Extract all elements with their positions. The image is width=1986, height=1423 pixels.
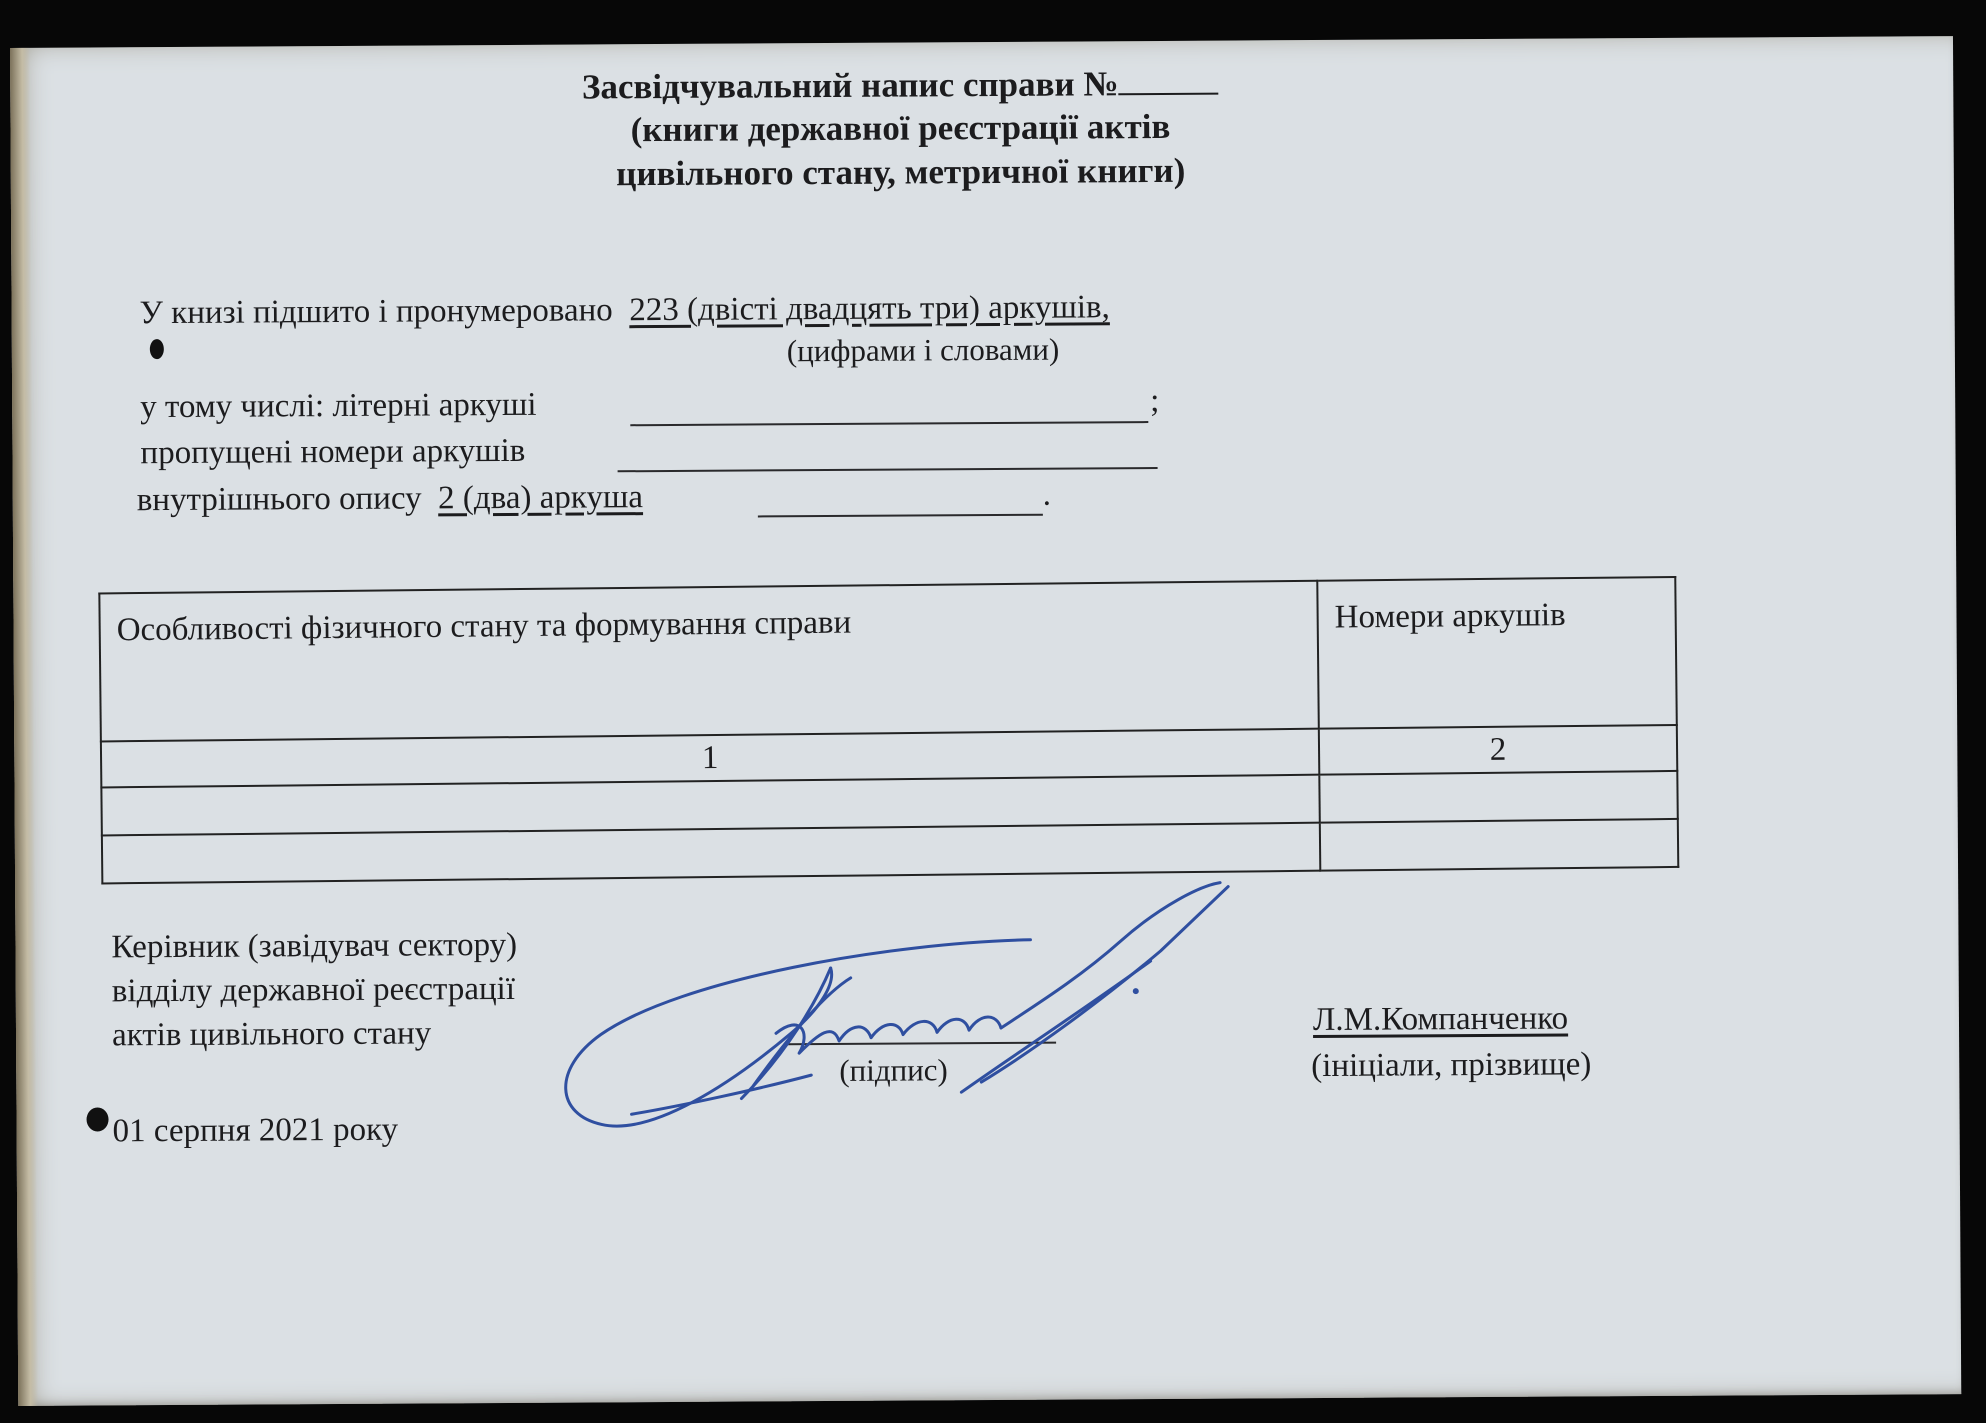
table-cell [1319, 771, 1677, 823]
inventory-field [758, 514, 1043, 518]
position-line-1: Керівник (завідувач сектору) [111, 926, 518, 966]
title-line-3: цивільного стану, метричної книги) [616, 150, 1186, 194]
table-cell [1320, 819, 1678, 871]
col2-header: Номери аркушів [1317, 577, 1677, 729]
document-sheet [10, 36, 1961, 1406]
letter-sheets-field [630, 421, 1148, 426]
case-condition-table [98, 576, 1679, 885]
inventory-value: 2 (два) аркуша [438, 479, 644, 517]
sign-date: 01 серпня 2021 року [112, 1111, 399, 1150]
signer-name-hint: (ініціали, прізвище) [1311, 1046, 1592, 1085]
sheet-count-label: У книзі підшито і пронумеровано [139, 292, 613, 332]
signature-dot [1133, 988, 1139, 994]
sheet-count-line [140, 289, 1110, 332]
inventory-end: . [1042, 476, 1052, 513]
col1-header: Особливості фізичного стану та формування справи [99, 581, 1318, 742]
letter-sheets-end: ; [1150, 382, 1160, 420]
missing-numbers-field [618, 467, 1158, 472]
title-line-1: Засвідчувальний напис справи № [10, 57, 1790, 113]
position-line-2: відділу державної реєстрації [111, 970, 516, 1010]
missing-numbers-label: пропущені номери аркушів [140, 432, 526, 472]
ink-blot [150, 339, 164, 359]
sheet-count-value: 223 (двісті двадцять три) аркушів, [629, 289, 1110, 329]
table-header-row [99, 577, 1676, 741]
signer-name: Л.М.Компанченко [1312, 1000, 1569, 1039]
col1-number: 1 [101, 729, 1319, 788]
case-number-field [1118, 63, 1218, 96]
handwritten-signature [560, 880, 1262, 1154]
inventory-line [137, 479, 643, 519]
inventory-label: внутрішнього опису [136, 480, 422, 519]
letter-sheets-label: у тому числі: літерні аркуші [140, 386, 537, 426]
position-line-3: актів цивільного стану [111, 1015, 432, 1054]
signature-hint: (підпис) [839, 1052, 948, 1088]
title-line-2: (книги державної реєстрації актів [630, 106, 1171, 150]
ink-blot [86, 1107, 108, 1131]
sheet-count-hint: (цифрами і словами) [786, 331, 1060, 369]
bound-edge [10, 48, 38, 1406]
col2-number: 2 [1319, 725, 1677, 775]
